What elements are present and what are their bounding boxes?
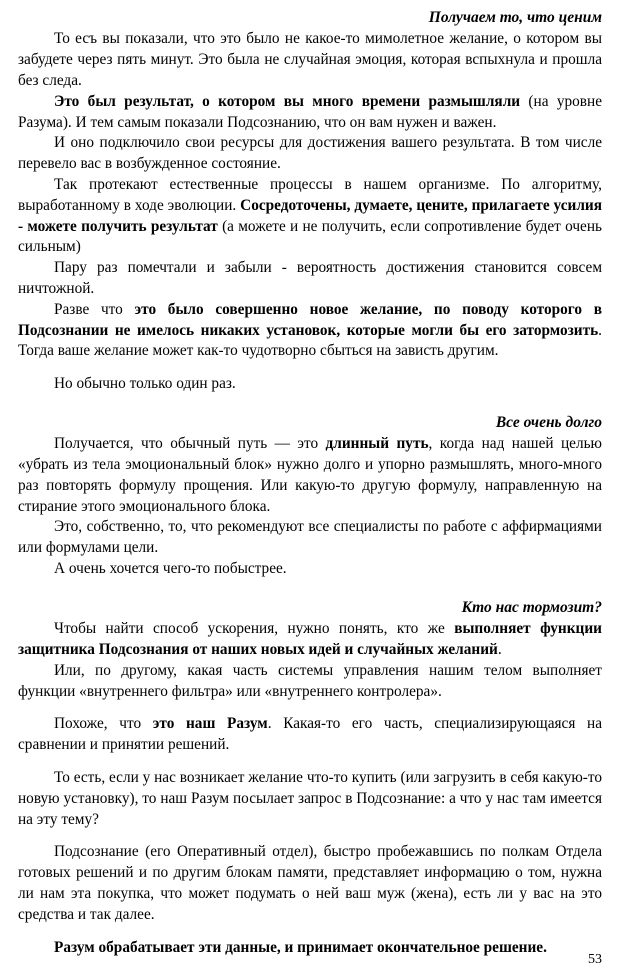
section-heading: Кто нас тормозит? <box>461 598 602 616</box>
paragraph: Это был результат, о котором вы много времени размышляли (на уровне Разума). И тем самым показали Подсознанию, что он вам нужен и важен. <box>18 92 602 131</box>
paragraph: Но обычно только один раз. <box>54 375 236 393</box>
paragraph: Так протекают естественные процессы в нашем организме. По алгоритму, выработанному в ходе эволюции. Сосредоточены, думаете, цените, прилагаете усилия - можете получить результат (а можете и не получить, если сопротивление будет очень сильным) <box>18 175 603 256</box>
paragraph: И оно подключило свои ресурсы для достижения вашего результата. В том числе перевело вас в возбужденное состояние. <box>18 134 602 173</box>
section-heading: Все очень долго <box>495 413 602 431</box>
paragraph: Или, по другому, какая часть системы управления нашим телом выполняет функции «внутреннего фильтра» или «внутреннего контролера». <box>18 661 602 700</box>
paragraph: Разум обрабатывает эти данные, и принимает окончательное решение. <box>54 938 547 956</box>
paragraph: Разве что это было совершенно новое желание, по поводу которого в Подсознании не имелось никаких установок, которые могли бы его затормозить. Тогда ваше желание может как-то чудотворно сбыться на зависть другим. <box>18 300 602 360</box>
section-heading: Получаем то, что ценим <box>428 9 602 26</box>
section-spacer <box>18 580 602 598</box>
paragraph: Получается, что обычный путь — это длинный путь, когда над нашей целью «убрать из тела эмоциональный блок» нужно долго и упорно размышлять, много-много раз повторять формулу прощения. Или какую-то другую формулу, направленную на стирание этого эмоционального блока. <box>18 435 602 515</box>
paragraph: Пару раз помечтали и забыли - вероятность достижения становится совсем ничтожной. <box>18 259 602 297</box>
paragraph: Чтобы найти способ ускорения, нужно понять, кто же выполняет функции защитника Подсознания от наших новых идей и случайных желаний. <box>18 620 602 659</box>
section-poluchaem <box>18 8 602 395</box>
section-spacer <box>18 395 602 413</box>
paragraph: Это, собственно, то, что рекомендуют все специалисты по работе с аффирмациями или формулами цели. <box>18 518 602 557</box>
section-vse-ochen-dolgo <box>18 413 602 580</box>
page-number: 53 <box>588 952 602 967</box>
paragraph: Похоже, что это наш Разум. Какая-то его часть, специализирующаяся на сравнении и принятии решений. <box>18 715 602 754</box>
paragraph: Подсознание (его Оперативный отдел), быстро пробежавшись по полкам Отдела готовых решений и по другим блокам памяти, представляет информацию о том, нужна ли нам эта покупка, что может подумать о ней ваш муж (жена), есть ли у вас на это средства и так далее. <box>18 843 602 923</box>
paragraph: А очень хочется чего-то побыстрее. <box>54 560 287 578</box>
paragraph: То есть, если у нас возникает желание что-то купить (или загрузить в себя какую-то новую установку), то наш Разум посылает запрос в Подсознание: а что у нас там имеется на эту тему? <box>18 769 602 828</box>
section-kto-nas-tormozit <box>18 598 602 959</box>
paragraph: То есъ вы показали, что это было не какое-то мимолетное желание, о котором вы забудете через пять минут. Это была не случайная эмоция, которая вспыхнула и прошла без следа. <box>18 30 602 89</box>
